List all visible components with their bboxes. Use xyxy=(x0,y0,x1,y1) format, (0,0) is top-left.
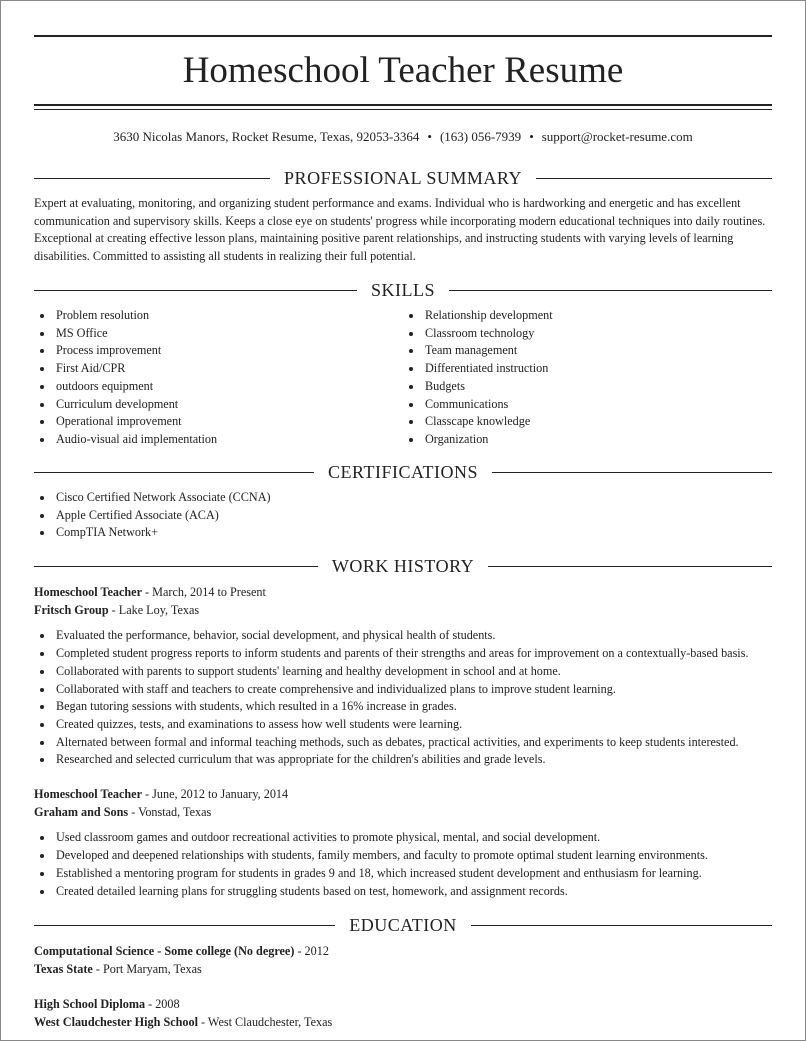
skill-item: Communications xyxy=(425,396,772,414)
education-school: West Claudchester High School xyxy=(34,1014,198,1029)
certification-item: Apple Certified Associate (ACA) xyxy=(56,507,772,525)
title-rule-upper xyxy=(34,104,772,106)
skill-item: Budgets xyxy=(425,378,772,396)
education-degree: High School Diploma xyxy=(34,997,146,1011)
certifications-list xyxy=(34,489,772,542)
summary-heading-label: PROFESSIONAL SUMMARY xyxy=(284,167,522,188)
summary-heading xyxy=(34,166,772,190)
skill-item: MS Office xyxy=(56,325,403,343)
skills-right-column xyxy=(403,307,772,449)
education-heading xyxy=(34,913,772,937)
job-bullets xyxy=(34,627,772,769)
job-bullet: Established a mentoring program for students in grades 9 and 18, which increased student development and enthusiasm for learning. xyxy=(56,865,772,883)
job-bullet: Collaborated with parents to support students' learning and healthy development in school and at home. xyxy=(56,663,772,681)
certifications-heading xyxy=(34,460,772,484)
work-heading xyxy=(34,554,772,578)
contact-line xyxy=(34,128,772,146)
skill-item: Process improvement xyxy=(56,342,403,360)
title-rule-lower xyxy=(34,109,772,110)
job-bullet: Researched and selected curriculum that was appropriate for the children's abilities and grade levels. xyxy=(56,751,772,769)
education-school-line xyxy=(34,961,772,979)
work-heading-label: WORK HISTORY xyxy=(331,555,475,576)
job-entry xyxy=(34,786,772,900)
job-dates: - June, 2012 to January, 2014 xyxy=(141,787,289,801)
job-bullet: Created detailed learning plans for struggling students based on test, homework, and assignment records. xyxy=(56,883,772,901)
job-location: - Lake Loy, Texas xyxy=(108,602,200,617)
skills-list xyxy=(34,307,772,449)
education-year: - 2008 xyxy=(145,997,180,1011)
education-location: - Port Maryam, Texas xyxy=(92,961,202,976)
skill-item: Problem resolution xyxy=(56,307,403,325)
skills-heading-label: SKILLS xyxy=(371,279,436,300)
education-heading-label: EDUCATION xyxy=(349,914,457,935)
skill-item: Relationship development xyxy=(425,307,772,325)
education-degree-line xyxy=(34,943,772,961)
skill-item: Audio-visual aid implementation xyxy=(56,431,403,449)
job-bullet: Developed and deepened relationships with students, family members, and faculty to promote optimal student learning environments. xyxy=(56,847,772,865)
contact-phone: (163) 056-7939 xyxy=(439,129,522,144)
job-bullet: Created quizzes, tests, and examinations to assess how well students were learning. xyxy=(56,716,772,734)
job-company-line xyxy=(34,804,772,822)
job-location: - Vonstad, Texas xyxy=(128,804,212,819)
job-bullets xyxy=(34,829,772,900)
education-location: - West Claudchester, Texas xyxy=(197,1014,333,1029)
certifications-heading-label: CERTIFICATIONS xyxy=(328,461,478,482)
contact-address: 3630 Nicolas Manors, Rocket Resume, Texas, 92053-3364 xyxy=(113,129,420,144)
job-bullet: Began tutoring sessions with students, which resulted in a 16% increase in grades. xyxy=(56,698,772,716)
job-bullet: Alternated between formal and informal teaching methods, such as debates, practical activities, and experiments to keep students interested. xyxy=(56,734,772,752)
skill-item: outdoors equipment xyxy=(56,378,403,396)
job-title-line xyxy=(34,584,772,602)
contact-email: support@rocket-resume.com xyxy=(541,129,693,144)
job-title: Homeschool Teacher xyxy=(34,787,142,801)
top-rule xyxy=(34,35,772,37)
job-bullet: Used classroom games and outdoor recreational activities to promote physical, mental, and social development. xyxy=(56,829,772,847)
skill-item: Differentiated instruction xyxy=(425,360,772,378)
certification-item: Cisco Certified Network Associate (CCNA) xyxy=(56,489,772,507)
contact-separator: • xyxy=(529,129,534,144)
skills-left-column xyxy=(34,307,403,449)
education-year: - 2012 xyxy=(294,944,329,958)
skill-item: Team management xyxy=(425,342,772,360)
education-degree: Computational Science - Some college (No degree) xyxy=(34,944,295,958)
job-bullet: Collaborated with staff and teachers to create comprehensive and individualized plans to improve student learning. xyxy=(56,681,772,699)
skill-item: Operational improvement xyxy=(56,413,403,431)
education-degree-line xyxy=(34,996,772,1014)
summary-text: Expert at evaluating, monitoring, and organizing student performance and exams. Individual who is hardworking and energetic and has excellent communication and supervisory skills. Keeps a close eye on students' progress while incorporating modern educational techniques into daily routines. Exceptional at creating effective lesson plans, maintaining positive parent relationships, and instructing students with varying levels of learning disabilities. Committed to assisting all students in realizing their full potential. xyxy=(34,196,766,264)
certification-item: CompTIA Network+ xyxy=(56,524,772,542)
skill-item: Organization xyxy=(425,431,772,449)
job-company-line xyxy=(34,602,772,620)
job-entry xyxy=(34,584,772,769)
education-entry xyxy=(34,943,772,978)
skill-item: Curriculum development xyxy=(56,396,403,414)
education-school-line xyxy=(34,1014,772,1032)
job-bullet: Evaluated the performance, behavior, social development, and physical health of students. xyxy=(56,627,772,645)
job-title-line xyxy=(34,786,772,804)
job-company: Graham and Sons xyxy=(34,804,129,819)
skill-item: Classcape knowledge xyxy=(425,413,772,431)
skill-item: First Aid/CPR xyxy=(56,360,403,378)
job-dates: - March, 2014 to Present xyxy=(141,585,266,599)
contact-separator: • xyxy=(427,129,432,144)
resume-title: Homeschool Teacher Resume xyxy=(182,50,624,91)
job-title: Homeschool Teacher xyxy=(34,585,142,599)
skills-heading xyxy=(34,278,772,302)
job-bullet: Completed student progress reports to inform students and parents of their strengths and areas for improvement on a contextually-based basis. xyxy=(56,645,772,663)
job-company: Fritsch Group xyxy=(34,602,109,617)
education-entry xyxy=(34,996,772,1031)
education-school: Texas State xyxy=(34,961,93,976)
skill-item: Classroom technology xyxy=(425,325,772,343)
